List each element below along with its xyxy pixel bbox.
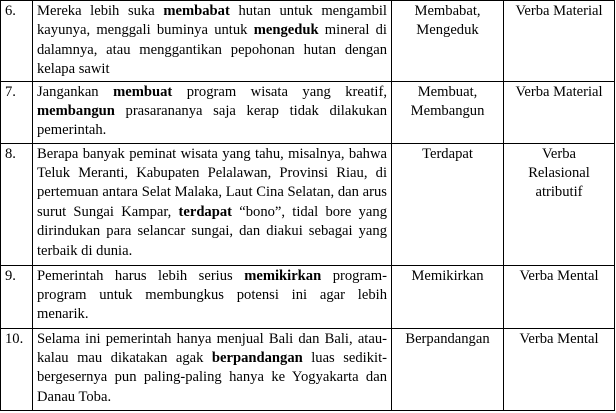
verb-type: Verba Mental [519, 267, 599, 284]
highlighted-verb: membangun [37, 103, 115, 120]
sentence-text: Mereka lebih suka [37, 3, 164, 19]
verb-word: Mengeduk [416, 22, 479, 39]
verb-type-cell [504, 328, 615, 410]
sentence-text: mineral di dalamnya, atau menggantikan pepohonan hutan dengan kelapa sawit [37, 22, 387, 78]
sentence-cell [33, 265, 392, 328]
verb-word: Memikirkan [411, 267, 484, 284]
highlighted-verb: mengeduk [253, 22, 319, 39]
row-number: 9. [1, 265, 33, 328]
verb-word: Berpandangan [405, 330, 490, 347]
row-number: 10. [1, 328, 33, 410]
verb-type: Relasional [528, 165, 590, 182]
sentence-cell [33, 1, 392, 82]
table-row [1, 143, 615, 265]
verb-type: Verba Material [515, 83, 603, 100]
verb-type-cell [504, 265, 615, 328]
sentence-text: “bono”, tidal bore yang dirindukan para selancar sungai, dan diakui sebagai yang terbaik di dunia. [37, 203, 387, 259]
verb-type-cell [504, 1, 615, 82]
sentence-text: Berapa banyak peminat wisata yang tahu, misalnya, bahwa Teluk Meranti, Kabupaten Pelalawan, Provinsi Riau, di pertemuan antara Selat Malaka, Laut Cina Selatan, dan arus surut Sungai Kampar, [37, 145, 387, 220]
verb-type: Verba [541, 145, 577, 162]
sentence-text: Selama ini pemerintah hanya menjual Bali dan Bali, atau-kalau mau dikatakan agak [37, 330, 387, 367]
highlighted-verb: berpandangan [211, 350, 303, 367]
verb-word: Terdapat [422, 145, 473, 162]
table-row [1, 265, 615, 328]
verb-type-cell [504, 81, 615, 143]
table-row [1, 328, 615, 410]
sentence-text: Jangankan [37, 83, 114, 100]
sentence-cell [33, 328, 392, 410]
row-number: 8. [1, 143, 33, 265]
sentence-text: Pemerintah harus lebih serius [37, 267, 245, 284]
table-body [1, 1, 615, 411]
verb-word: Membuat, [417, 83, 478, 100]
sentence-text: program-program untuk membungkus potensi ini agar lebih menarik. [37, 267, 387, 323]
verb-word-cell [392, 328, 504, 410]
table-row [1, 1, 615, 82]
highlighted-verb: membabat [163, 3, 230, 19]
sentence-text: prasarananya saja kerap tidak dilakukan pemerintah. [37, 103, 387, 139]
verb-type-cell [504, 143, 615, 265]
verb-word-cell [392, 265, 504, 328]
highlighted-verb: memikirkan [244, 267, 322, 284]
verb-type: Verba Material [515, 3, 603, 19]
sentence-text: hutan untuk mengambil kayunya, menggali buminya untuk [37, 3, 387, 39]
verb-type: Verba Mental [519, 330, 599, 347]
row-number: 6. [1, 1, 33, 82]
verb-word-cell [392, 81, 504, 143]
highlighted-verb: terdapat [178, 203, 233, 220]
sentence-cell [33, 81, 392, 143]
verb-word-cell [392, 143, 504, 265]
sentence-text: program wisata yang kreatif, [172, 83, 387, 100]
verb-type: atributif [535, 184, 583, 201]
verb-word: Membangun [410, 103, 485, 120]
verb-word-cell [392, 1, 504, 82]
verb-word: Membabat, [414, 3, 481, 19]
highlighted-verb: membuat [113, 83, 173, 100]
sentence-text: luas sedikit-bergesernya pun paling-paling hanya ke Yogyakarta dan Danau Toba. [37, 350, 387, 405]
row-number: 7. [1, 81, 33, 143]
sentence-cell [33, 143, 392, 265]
table-row [1, 81, 615, 143]
